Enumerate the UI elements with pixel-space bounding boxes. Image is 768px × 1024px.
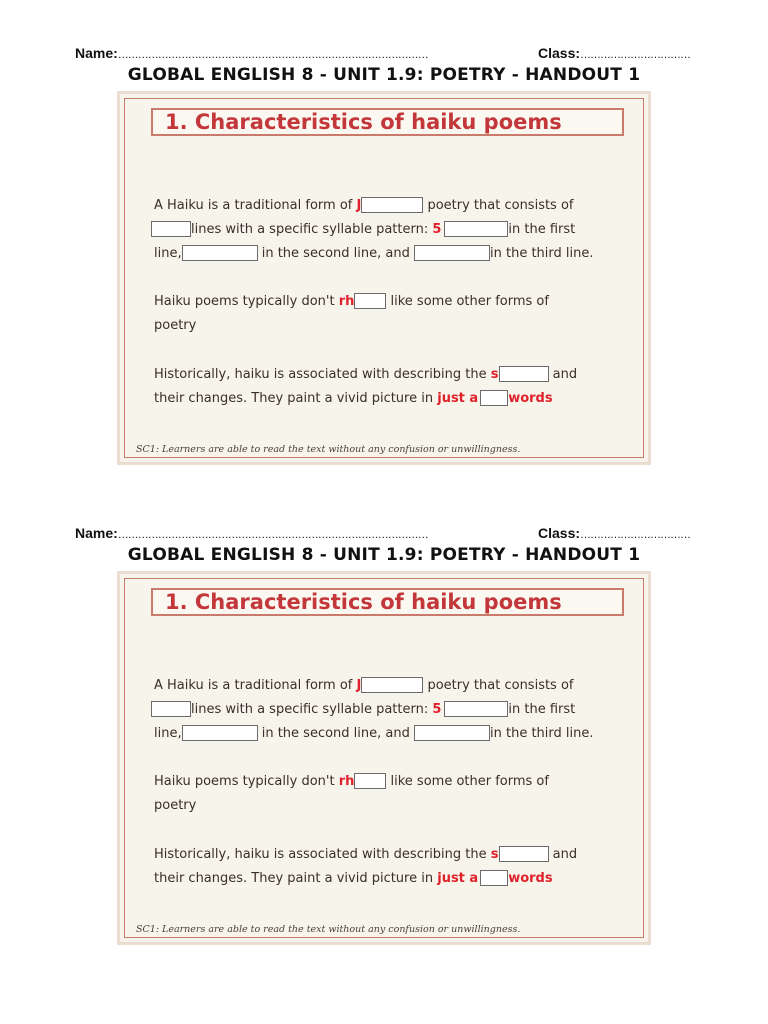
text: poetry that consists of xyxy=(423,678,574,693)
answer-blank[interactable] xyxy=(151,701,191,717)
text: line, xyxy=(154,726,182,741)
text: Haiku poems typically don't xyxy=(154,774,339,789)
text: in the first xyxy=(508,702,576,717)
text: line, xyxy=(154,246,182,261)
p2-line2: poetry xyxy=(154,318,197,333)
p1-line3 xyxy=(154,244,594,264)
text: A Haiku is a traditional form of xyxy=(154,198,357,213)
p3-line1 xyxy=(154,365,577,385)
text: in the third line. xyxy=(490,246,594,261)
p2-line1 xyxy=(154,292,549,312)
answer-blank[interactable] xyxy=(151,221,191,237)
p1-line1 xyxy=(154,196,574,216)
hint-letter: J xyxy=(356,678,362,693)
answer-blank[interactable] xyxy=(499,846,549,862)
hint-letter: J xyxy=(356,198,362,213)
class-dots: …………………………… xyxy=(580,529,691,541)
answer-blank[interactable] xyxy=(182,725,258,741)
text: Historically, haiku is associated with describing the xyxy=(154,367,491,382)
name-dots: ………………………………………………………………………………… xyxy=(117,529,428,541)
text: poetry that consists of xyxy=(423,198,574,213)
text: Haiku poems typically don't xyxy=(154,294,339,309)
name-label: Name: xyxy=(75,45,118,61)
answer-blank[interactable] xyxy=(480,870,508,886)
worksheet-card xyxy=(117,91,651,465)
text: like some other forms of xyxy=(386,294,549,309)
p3-line2 xyxy=(154,869,553,889)
answer-blank[interactable] xyxy=(444,701,508,717)
p1-line3 xyxy=(154,724,594,744)
hint-words-end: words xyxy=(508,871,553,886)
hint-letter: s xyxy=(490,847,499,862)
section-title: 1. Characteristics of haiku poems xyxy=(151,108,624,136)
answer-blank[interactable] xyxy=(182,245,258,261)
class-label: Class: xyxy=(538,45,581,61)
name-dots: ………………………………………………………………………………… xyxy=(117,49,428,61)
hint-letters: rh xyxy=(338,294,355,309)
worksheet-card xyxy=(117,571,651,945)
section-title: 1. Characteristics of haiku poems xyxy=(151,588,624,616)
class-field xyxy=(538,45,690,61)
text: lines with a specific syllable pattern: xyxy=(191,222,433,237)
hint-words-end: words xyxy=(508,391,553,406)
answer-blank[interactable] xyxy=(354,293,386,309)
text: in the second line, and xyxy=(257,246,414,261)
hint-words: just a xyxy=(437,871,479,886)
text: their changes. They paint a vivid picture in xyxy=(154,871,438,886)
class-label: Class: xyxy=(538,525,581,541)
text: like some other forms of xyxy=(386,774,549,789)
handout-title: GLOBAL ENGLISH 8 - UNIT 1.9: POETRY - HANDOUT 1 xyxy=(127,65,641,85)
p3-line2 xyxy=(154,389,553,409)
p1-line2 xyxy=(151,220,575,240)
answer-blank[interactable] xyxy=(414,245,490,261)
name-field xyxy=(75,525,428,541)
text: in the first xyxy=(508,222,576,237)
success-criteria: SC1: Learners are able to read the text without any confusion or unwillingness. xyxy=(136,924,521,935)
class-field xyxy=(538,525,690,541)
p1-line2 xyxy=(151,700,575,720)
header-row xyxy=(0,525,768,543)
answer-blank[interactable] xyxy=(361,677,423,693)
text: in the second line, and xyxy=(257,726,414,741)
text: and xyxy=(548,367,578,382)
handout-title: GLOBAL ENGLISH 8 - UNIT 1.9: POETRY - HANDOUT 1 xyxy=(127,545,641,565)
hint-number: 5 xyxy=(432,702,442,717)
class-dots: …………………………… xyxy=(580,49,691,61)
name-field xyxy=(75,45,428,61)
hint-letters: rh xyxy=(338,774,355,789)
p2-line1 xyxy=(154,772,549,792)
hint-number: 5 xyxy=(432,222,442,237)
text: Historically, haiku is associated with describing the xyxy=(154,847,491,862)
p2-line2: poetry xyxy=(154,798,197,813)
hint-letter: s xyxy=(490,367,499,382)
answer-blank[interactable] xyxy=(444,221,508,237)
text: in the third line. xyxy=(490,726,594,741)
success-criteria: SC1: Learners are able to read the text without any confusion or unwillingness. xyxy=(136,444,521,455)
answer-blank[interactable] xyxy=(414,725,490,741)
text: A Haiku is a traditional form of xyxy=(154,678,357,693)
answer-blank[interactable] xyxy=(499,366,549,382)
hint-words: just a xyxy=(437,391,479,406)
name-label: Name: xyxy=(75,525,118,541)
text: and xyxy=(548,847,578,862)
answer-blank[interactable] xyxy=(361,197,423,213)
header-row xyxy=(0,45,768,63)
text: their changes. They paint a vivid picture in xyxy=(154,391,438,406)
answer-blank[interactable] xyxy=(354,773,386,789)
answer-blank[interactable] xyxy=(480,390,508,406)
p3-line1 xyxy=(154,845,577,865)
p1-line1 xyxy=(154,676,574,696)
text: lines with a specific syllable pattern: xyxy=(191,702,433,717)
